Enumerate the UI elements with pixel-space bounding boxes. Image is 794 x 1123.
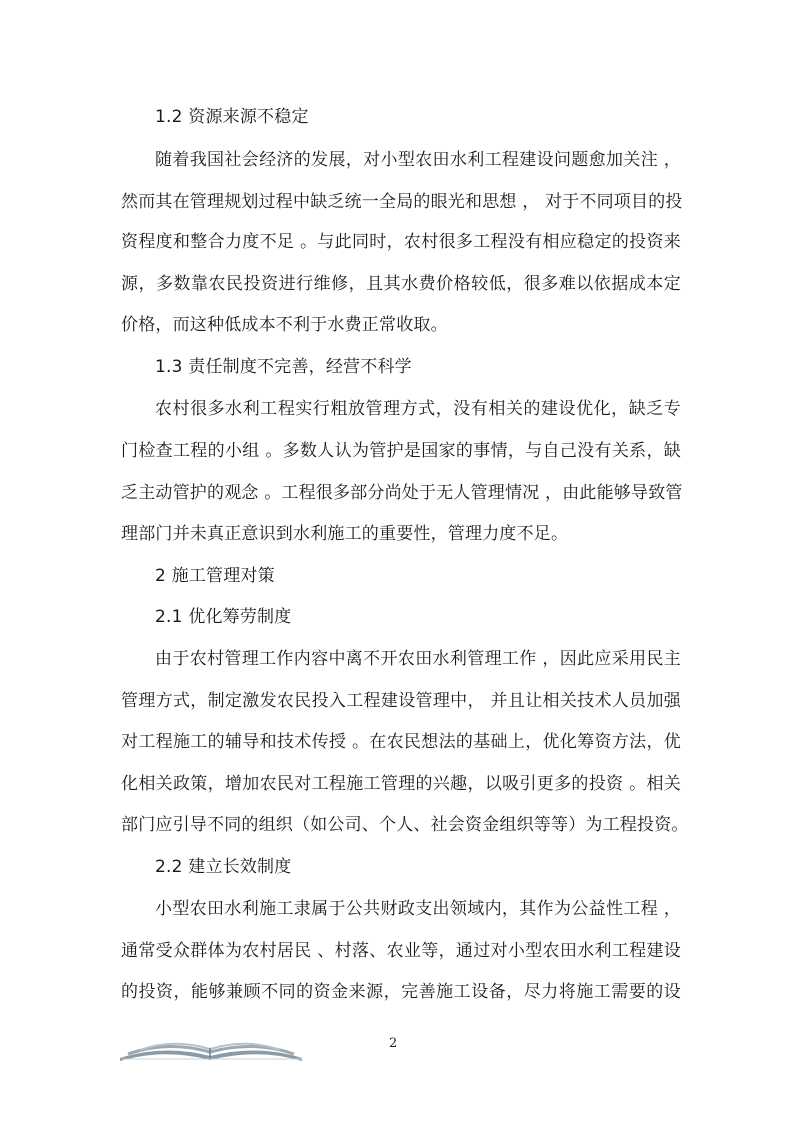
paragraph-line: 小型农田水利施工隶属于公共财政支出领域内，其作为公益性工程 ，: [155, 899, 681, 919]
section-heading-1-2: 1.2 资源来源不稳定: [155, 107, 309, 127]
section-heading-2-1: 2.1 优化筹劳制度: [155, 607, 292, 627]
section-heading-2-2: 2.2 建立长效制度: [155, 857, 292, 877]
paragraph-line: 管理方式，制定激发农民投入工程建设管理中， 并且让相关技术人员加强: [121, 691, 681, 711]
paragraph-line: 乏主动管护的观念 。工程很多部分尚处于无人管理情况 ，由此能够导致管: [121, 483, 683, 503]
page-number: 2: [389, 1036, 398, 1051]
paragraph-line: 农村很多水利工程实行粗放管理方式，没有相关的建设优化，缺乏专: [155, 399, 681, 419]
paragraph-line: 的投资，能够兼顾不同的资金来源，完善施工设备，尽力将施工需要的设: [121, 982, 681, 1002]
paragraph-line: 对工程施工的辅导和技术传授 。在农民想法的基础上，优化筹资方法，优: [121, 732, 681, 752]
paragraph-line: 由于农村管理工作内容中离不开农田水利管理工作 ，因此应采用民主: [155, 649, 681, 669]
paragraph-line: 门检查工程的小组 。多数人认为管护是国家的事情，与自己没有关系，缺: [121, 441, 681, 461]
paragraph-line: 部门应引导不同的组织（如公司、个人、社会资金组织等等）为工程投资。: [121, 815, 689, 835]
paragraph-line: 理部门并未真正意识到水利施工的重要性，管理力度不足。: [121, 524, 569, 544]
open-book-icon: [118, 1034, 304, 1062]
section-heading-1-3: 1.3 责任制度不完善，经营不科学: [155, 357, 412, 377]
paragraph-line: 通常受众群体为农村居民 、村落、农业等，通过对小型农田水利工程建设: [121, 941, 681, 961]
section-heading-2: 2 施工管理对策: [155, 566, 275, 586]
paragraph-line: 随着我国社会经济的发展，对小型农田水利工程建设问题愈加关注 ，: [155, 150, 681, 170]
paragraph-line: 源，多数靠农民投资进行维修，且其水费价格较低，很多难以依据成本定: [121, 274, 681, 294]
paragraph-line: 化相关政策，增加农民对工程施工管理的兴趣，以吸引更多的投资 。相关: [121, 774, 681, 794]
paragraph-line: 价格，而这种低成本不利于水费正常收取。: [121, 315, 448, 335]
paragraph-line: 资程度和整合力度不足 。与此同时，农村很多工程没有相应稳定的投资来: [121, 232, 681, 252]
paragraph-line: 然而其在管理规划过程中缺乏统一全局的眼光和思想 ， 对于不同项目的投: [121, 192, 683, 212]
